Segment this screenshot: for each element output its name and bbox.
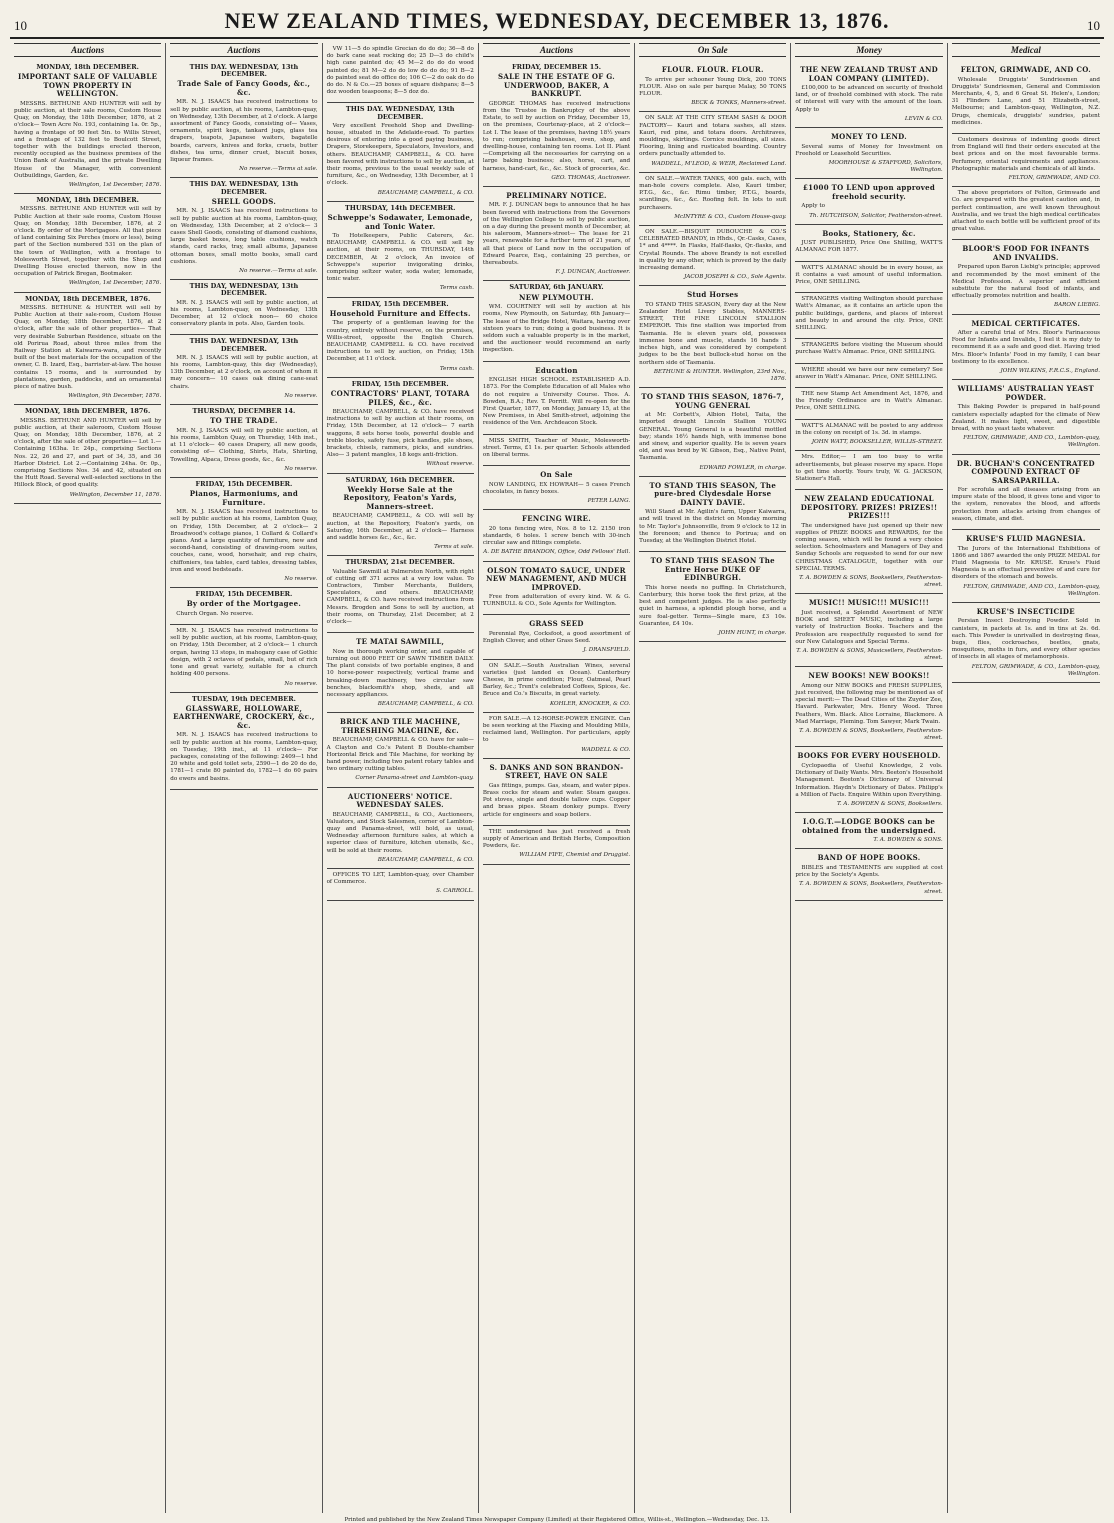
ad-signature: Without reserve. [426, 461, 474, 468]
ad-date: THURSDAY, 14th DECEMBER. [344, 203, 456, 212]
ad-body: £100,000 to be advanced on security of freehold land, or of freehold combined with stock. The rate of interest will vary with the amount of the loan. Apply to [795, 85, 943, 113]
ad-signature: T. A. BOWDEN & SONS, Booksellers, Featherston-street. [799, 728, 943, 742]
advertisement [639, 388, 786, 477]
advertisement [795, 225, 942, 262]
ad-signature: BARON LIEBIG. [1054, 302, 1100, 309]
ad-headline: PRELIMINARY NOTICE. [506, 190, 607, 200]
column-heading: Money [795, 43, 942, 57]
ad-headline: TE MATAI SAWMILL, [356, 637, 445, 647]
ad-signature: T. A. BOWDEN & SONS. [873, 837, 943, 844]
advertisement [170, 405, 317, 478]
ad-date: FRIDAY, 15th DECEMBER. [351, 299, 449, 308]
columns-grid [10, 43, 1104, 1513]
ad-body: BEAUCHAMP, CAMPBELL & CO. have for sale— A Clayton and Co.'s Patent B Double-chamber Horizontal Brick and Tile Machine, for working by hand power, including two patent rotary tables and two ordinary cutting tables. [326, 737, 474, 773]
advertisement [795, 388, 942, 420]
ad-date: MONDAY, 18th DECEMBER, 1876. [25, 407, 151, 416]
advertisement [795, 61, 942, 128]
ad-headline: S. DANKS AND SON BRANDON-STREET, HAVE ON SALE [489, 762, 624, 781]
ad-date: SATURDAY, 16th DECEMBER. [345, 475, 455, 484]
advertisement [639, 173, 786, 226]
ad-signature: WADDELL & CO. [581, 746, 631, 753]
ad-body: THE new Stamp Act Amendment Act, 1876, and the Friendly Ordinance are in Watt's Almanac. Price, ONE SHILLING. [795, 391, 943, 412]
advertisement [639, 112, 786, 172]
ad-signature: JOHN HUNT, in charge. [718, 629, 787, 636]
ad-body: THE undersigned has just received a fresh supply of American and British Herbs, Composition Powders, &c. [482, 828, 631, 850]
ad-headline: MONEY TO LEND. [831, 132, 907, 142]
ad-body: ON SALE AT THE CITY STEAM SASH & DOOR FACTORY— Kauri and totara sashes, all sizes. Kauri, red pine, and totara doors. Architraves, mouldings, skirtings. Cornice mouldings, all sizes. Flooring, lining and rusticated boarding. Country orders punctually attended to. [639, 115, 787, 158]
advertisement [795, 420, 942, 452]
advertisement [170, 61, 317, 178]
ad-body: GEORGE THOMAS has received instructions from the Trustee in Bankruptcy of the above Estate, to sell by auction on Friday, December 15, on the premises, Courtenay-place, at 2 o'clock— Lot I. The lease of the premises, having 18½ years to run; comprising bakehouse, oven, shop, and dwelling-house, containing ten rooms. Lot II. Plant—Comprising all the necessaries for carrying on a large baking business; also, horse, cart, and harness, hand-cart, &c., &c. Stock of groceries, &c. [482, 100, 631, 172]
ad-signature: JACOB JOSEPH & CO., Sole Agents. [684, 274, 787, 281]
ad-body: MR. N. J. ISAACS has received instructions to sell by public auction at his rooms, Lambton-quay, on Wednesday, 13th December, at 2 o'clock— 3 cases Shell Goods, consisting of diamond cushions, large basket boxes, long table cushions, watch stands, card racks, tray, small albums, Japanese ottoman boxes, small motto books, small card cushions. [170, 208, 318, 265]
advertisement [952, 240, 1100, 314]
ad-body: MR. N. J. ISAACS will sell by public auction, at his rooms, Lambton-quay, this day (Wednesday), 13th December, at 2 o'clock, on account of whom it may concern— 10 cases oak dining cane-seat chairs. [170, 354, 318, 390]
ad-headline: BRICK AND TILE MACHINE, THRESHING MACHINE, &c. [340, 717, 461, 735]
ad-headline: On Sale [540, 470, 573, 480]
advertisement [483, 281, 630, 361]
ad-date: FRIDAY, 15th DECEMBER. [351, 379, 449, 388]
ad-body: Perennial Rye, Cocksfoot, a good assortment of English Clover, and other Grass Seed. [482, 630, 631, 645]
ad-signature: GEO. THOMAS, Auctioneer. [551, 174, 631, 181]
ad-date: MONDAY, 18th DECEMBER. [36, 63, 139, 71]
advertisement [170, 478, 317, 588]
ad-signature: LEVIN & CO. [904, 115, 943, 122]
advertisement [14, 61, 161, 194]
column-5 [635, 43, 791, 1513]
ad-signature: WADDELL, M'LEOD, & WEIR, Reclaimed Land. [651, 160, 787, 167]
ad-headline: OLSON TOMATO SAUCE, UNDER NEW MANAGEMENT, AND MUCH IMPROVED. [486, 565, 627, 592]
ad-headline: BOOKS FOR EVERY HOUSEHOLD. [797, 751, 941, 761]
ad-body: BEAUCHAMP, CAMPBELL, & CO. will sell by auction, at the Repository, Featon's yards, on Saturday, 16th December, at 2 o'clock— Harness and saddle horses &c., &c., &c. [326, 513, 474, 541]
ad-body: MR. N. J. ISAACS has received instructions to sell by public auction, at his rooms, Lambton-quay, on Wednesday, 13th December, at 2 o'clock. A large assortment of Fancy Goods, consisting of— Vases, ornaments, spirit kegs, tankard jugs, glass tea drapers, teapots, Japanese waiters, bagatelle boards, carvers, knives and forks, cruets, butter dishes, tea urns, dinner cruet, biscuit boxes, liqueur frames. [170, 99, 318, 164]
column-4 [479, 43, 635, 1513]
advertisement [795, 849, 942, 900]
advertisement [14, 293, 161, 406]
ad-headline: NEW ZEALAND EDUCATIONAL DEPOSITORY. PRIZES! PRIZES!! PRIZES!!! [800, 494, 938, 521]
ad-body: Several sums of Money for Investment on Freehold or Leasehold Securities. [795, 143, 943, 157]
advertisement [327, 474, 474, 557]
ad-body: ON SALE.—South Australian Wines, several varieties (just landed ex Ocean). Canterbury Cheese, in prime condition; Flour, Oatmeal, Pearl Barley, &c.; Trent's celebrated Coffees, Spices, &c. Bruce and Co.'s Biscuits, in great variety. [482, 662, 631, 698]
column-heading: Auctions [483, 43, 630, 57]
ad-body: Prepared upon Baron Liebig's principle; approved and recommended by the most eminent of the Medical Profession. A superior and efficient substitute for the natural food of infants, and effectually promotes nutrition and health. [951, 264, 1100, 300]
ad-body: WATT'S ALMANAC should be in every house, as it contains a vast amount of useful information. Price, ONE SHILLING. [795, 264, 943, 286]
ad-headline: I.O.G.T.—LODGE BOOKS can be obtained from the undersigned. [802, 817, 936, 835]
advertisement [483, 713, 630, 759]
ad-body: This Baking Powder is prepared in half-pound canisters especially adapted for the climate of New Zealand. It makes light, sweet, and digestible bread, with no yeast taste whatever. [951, 404, 1100, 432]
advertisement [483, 759, 630, 826]
ad-headline: SALE IN THE ESTATE OF G. UNDERWOOD, BAKER, A BANKRUPT. [497, 72, 615, 99]
ad-headline: BAND OF HOPE BOOKS. [817, 853, 921, 863]
advertisement [795, 490, 942, 594]
ad-date: TUESDAY, 19th DECEMBER. [191, 694, 296, 703]
ad-body: For scrofula and all diseases arising from an impure state of the blood, it gives tone and vigor to the system, renovates the blood, and affords protection from attacks arising from changes of season, climate, and diet. [951, 487, 1100, 522]
ad-signature: T. A. BOWDEN & SONS, Booksellers. [836, 801, 943, 807]
advertisement [795, 128, 942, 179]
advertisement [639, 552, 786, 642]
ad-signature: J. DRANSFIELD. [583, 647, 631, 654]
ad-headline: BLOOR'S FOOD FOR INFANTS AND INVALIDS. [962, 244, 1090, 262]
advertisement [170, 588, 317, 625]
ad-body: STRANGERS visiting Wellington should purchase Watt's Almanac, as it contains an article upon the public buildings, gardens, and places of interest and beauty in and around the city. Price, ONE SHILLING. [795, 296, 943, 332]
ad-signature: FELTON, GRIMWADE, AND CO. [1008, 174, 1100, 181]
advertisement [483, 510, 630, 561]
imprint-footer: Printed and published by the New Zealand Times Newspaper Company (Limited) at their Registered Office, Willis-st., Wellington.—Wednesday, Dec. 13. [344, 1517, 770, 1523]
advertisement [327, 713, 474, 787]
ad-headline: NEW PLYMOUTH. [519, 292, 594, 302]
ad-headline: By order of the Mortgagee. [186, 599, 302, 609]
ad-body: Gas fittings, pumps. Gas, steam, and water pipes. Brass cocks for steam and water. Steam gauges. Pot stoves, single and double tallow cups. Copper and brass pipes. Steam donkey pumps. Every article for engineers and soap boilers. [482, 782, 631, 818]
ad-signature: Terms cash. [439, 365, 474, 372]
ad-body: This horse needs no puffing. In Christchurch, Canterbury, this horse took the first prize, at the best and competent judges. He is also perfectly quiet in harness, a splendid plough horse, and a sure foal-getter. Terms—Single mare, £3 10s. Guarantee, £4 10s. [639, 584, 787, 627]
ad-body: MR. N. J. ISAACS has received instructions to sell by public auction at his rooms, Lambton Quay, on Friday, 15th December, at 2 o'clock— 2 Broadwood's cottage pianos, 1 Collard & Collard's piano. And a large quantity of furniture, new and second-hand, consisting of drawing-room suites, couches, cane, wood, horsehair, and rep chairs, chiffoniers, tea tables, card tables, dressing tables, iron and wood bedsteads. [170, 509, 318, 573]
advertisement [795, 594, 942, 667]
masthead [10, 0, 1104, 39]
column-3 [323, 43, 479, 1513]
ad-body: MR. N. J. ISAACS will sell by public auction, at his rooms, Lambton Quay, on Thursday, 14th inst., at 11 o'clock— 40 cases Drapery, all new goods, consisting of— Clothing, Shirts, Hats, Shirting, Towelling, Alpaca, Dress goods, &c., &c. [170, 427, 318, 463]
ad-signature: Terms at sale. [434, 544, 474, 551]
advertisement [639, 226, 786, 286]
ad-headline: GRASS SEED [529, 619, 584, 629]
advertisement [327, 869, 474, 901]
advertisement [327, 43, 474, 103]
ad-body: Will Stand at Mr. Agilin's farm, Upper Kaiwarra, and will travel in the district on Monday morning to Mr. Taylor's Johnsonville, from 9 o'clock to 12 in the forenoon; and thence to Porirua; and on Tuesday, at the Wellington District Hotel. [639, 509, 787, 545]
advertisement [327, 378, 474, 474]
ad-body: After a careful trial of Mrs. Bloor's Farinaceous Food for Infants and Invalids, I feel it is my duty to recommend it as a safe and good diet. Having tried Mrs. Bloor's Infants' Food in my family, I can bear testimony to its excellence. [951, 330, 1100, 365]
ad-headline: Weekly Horse Sale at the Repository, Featon's Yards, Manners-street. [343, 484, 457, 511]
ad-date: MONDAY, 18th DECEMBER. [36, 196, 139, 205]
ad-signature: T. A. BOWDEN & SONS, Booksellers, Featherston-street. [799, 575, 943, 589]
newspaper-title: NEW ZEALAND TIMES, WEDNESDAY, DECEMBER 13, 1876. [224, 8, 890, 33]
ad-body: Cyclopaedia of Useful Knowledge, 2 vols. Dictionary of Daily Wants. Mrs. Beeton's Household Management. Beeton's Dictionary of Universal Information. Haydn's Dictionary of Dates. Philipp's a Million of Facts. Enquire Within upon Everything. [795, 762, 943, 798]
ad-headline: GLASSWARE, HOLLOWARE, EARTHENWARE, CROCKERY, &c., &c. [173, 703, 315, 730]
ad-headline: CONTRACTORS' PLANT, TOTARA PILES, &c., &c. [330, 389, 470, 407]
column-2 [166, 43, 322, 1513]
ad-body: MISS SMITH, Teacher of Music, Molesworth-street. Terms, £1 1s. per quarter. Schools attended on liberal terms. [482, 437, 631, 458]
ad-signature: No reserve. [284, 575, 318, 582]
ad-signature: No reserve. [284, 680, 318, 687]
ad-body: Customers desirous of indenting goods direct from England will find their orders executed at the best prices and on the most favourable terms. Perfumery, oriental requirements and appliances. Photographic materials and chemicals of all kinds. [951, 136, 1100, 172]
page-number-left: 10 [14, 18, 27, 33]
ad-headline: WILLIAMS' AUSTRALIAN YEAST POWDER. [957, 384, 1095, 402]
ad-headline: FENCING WIRE. [521, 514, 591, 524]
advertisement [14, 405, 161, 503]
advertisement [327, 298, 474, 378]
ad-headline: TO STAND THIS SEASON, 1876-7, YOUNG GENERAL [641, 392, 785, 410]
advertisement [170, 693, 317, 790]
advertisement [483, 466, 630, 510]
ad-date: THIS DAY. WEDNESDAY, 13th DECEMBER. [189, 63, 299, 79]
ad-body: To Hotelkeepers, Public Caterers, &c. BEAUCHAMP, CAMPBELL & CO. will sell by auction, at their rooms, on THURSDAY, 14th DECEMBER, At 2 o'clock, An invoice of Schweppe's superior invigorating drinks, comprising seltzer water, soda water, lemonade, tonic water. [326, 233, 474, 283]
column-heading: Auctions [14, 43, 161, 57]
advertisement [170, 280, 317, 335]
ad-signature: A. DE BATHE BRANDON, Office, Odd Fellows' Hall. [483, 549, 631, 556]
ad-body: Apply to [801, 203, 825, 210]
ad-body: 20 tons fencing wire, Nos. 8 to 12. 2150 iron standards, 6 holes. 1 screw bench with 30-inch circular saw and fittings complete. [482, 525, 631, 547]
advertisement [795, 179, 942, 224]
advertisement [795, 451, 942, 490]
ad-headline: DR. BUCHAN'S CONCENTRATED COMPOUND EXTRACT OF SARSAPARILLA. [956, 458, 1095, 485]
column-7 [948, 43, 1104, 1513]
ad-date: THURSDAY, 21st DECEMBER. [345, 558, 455, 567]
ad-signature: FELTON, GRIMWADE, AND CO., Lambton-quay, Wellington. [963, 435, 1100, 449]
ad-body: MR. N. J. ISAACS has received instructions to sell by public auction at his rooms, Lambton-quay, on Tuesday, 19th inst., at 11 o'clock— For packages, consisting of the following: 2409—1 hhd 20 white and gold toilet sets, 2590—1 do 20 do do, 1781—1 crate 80 painted do, 1782—1 do 60 pairs do ewers and basins. [170, 732, 318, 782]
advertisement [952, 61, 1100, 134]
ad-headline: KRUSE'S FLUID MAGNESIA. [966, 534, 1086, 544]
advertisement [795, 293, 942, 339]
advertisement [952, 134, 1100, 187]
ad-signature: BEAUCHAMP, CAMPBELL, & CO. [377, 701, 474, 708]
advertisement [170, 335, 317, 405]
advertisement [795, 747, 942, 813]
ad-body: ENGLISH HIGH SCHOOL. ESTABLISHED A.D. 1873. For the Complete Education of all Males who do not require a University Course. Thos. A. Bowden, B.A.; Rev. T. Porritt. Will re-open for the First Quarter, 1877, on Monday, January 15, at the New Premises, in Abel Smith-street, adjoining the residence of the Ven. Archdeacon Stock. [482, 377, 631, 427]
ad-date: THIS DAY, WEDNESDAY, 13th DECEMBER. [189, 282, 299, 298]
ad-headline: Pianos, Harmoniums, and Furniture. [189, 489, 299, 507]
ad-body: at Mr. Corbett's, Albion Hotel, Taita, the imported draught Lincoln Stallion YOUNG GENERAL. Young General is a beautiful mottled bay; stands 16½ hands high, with immense bone and sinew, and superior quality. He is seven years old, and was bred by W. Gibson, Esq., Native Point, Tasmania. [639, 412, 787, 462]
ad-signature: Wellington, 1st December, 1876. [68, 181, 162, 188]
ad-body: TO STAND THIS SEASON, Every day at the New Zealander Hotel Livery Stables, MANNERS-STREET, THE FINE LINCOLN STALLION EMPEROR. This fine stallion was imported from Tasmania. He is eleven years old, possesses immense bone and muscle, stands 16 hands 3 inches high, and was considered by competent judges to be the best bullock-stud horse on the northern side of Tasmania. [639, 301, 787, 366]
ad-body: Free from adulteration of every kind. W. & G. TURNBULL & CO., Sole Agents for Wellington. [482, 594, 631, 608]
ad-headline: Household Furniture and Effects. [329, 308, 471, 318]
ad-signature: Terms cash. [439, 285, 474, 292]
advertisement [483, 826, 630, 865]
advertisement [639, 61, 786, 112]
ad-date: THIS DAY. WEDNESDAY, 13th DECEMBER. [345, 105, 455, 121]
ad-date: THIS DAY. WEDNESDAY, 13th DECEMBER. [189, 337, 299, 353]
ad-signature: T. A. BOWDEN & SONS, Musicsellers, Featherston-street. [796, 647, 943, 662]
ad-signature: FELTON, GRIMWADE, AND CO., Lambton-quay, Wellington. [963, 583, 1100, 597]
ad-signature: T. A. BOWDEN & SONS, Booksellers, Featherston-street. [799, 881, 943, 895]
ad-date: THIS DAY. WEDNESDAY, 13th DECEMBER. [189, 180, 299, 196]
advertisement [795, 813, 942, 849]
ad-date: FRIDAY, DECEMBER 15. [511, 63, 602, 71]
ad-headline: Schweppe's Sodawater, Lemonade, and Tonic Water. [327, 213, 473, 231]
ad-headline: AUCTIONEERS' NOTICE. WEDNESDAY SALES. [347, 791, 453, 810]
ad-date: FRIDAY, 15th DECEMBER. [195, 479, 293, 488]
advertisement [952, 380, 1100, 454]
ad-body: Very excellent Freehold Shop and Dwelling-house, situated in the Adelaide-road. To parties desirous of entering into a good paying business, Drapers, Storekeepers, Speculators, Investors, and others. BEAUCHAMP, CAMPBELL, & CO. have been favored with instructions to sell by auction, at their rooms, previous to the usual weekly sale of furniture, &c., on Wednesday, 13th December, at 1 o'clock. [326, 122, 474, 187]
ad-signature: No reserve.—Terms at sale. [239, 267, 318, 274]
advertisement [952, 315, 1100, 381]
ad-signature: JOHN WILKINS, F.R.C.S., England. [1000, 368, 1100, 375]
ad-body: WM. COURTNEY will sell by auction at his rooms, New Plymouth, on Saturday, 6th January— The lease of the Bridge Hotel, Waitara, having over sixteen years to run; doing a good business. It is seldom such a valuable property is in the market, and the auctioneer would recommend an early inspection. [482, 304, 631, 354]
ad-body: MESSRS. BETHUNE AND HUNTER will sell by Public Auction at their sale rooms, Custom House Quay, on Monday, 18th December, 1876, at 2 o'clock. By order of the Mortgagees. All that piece of land containing Six Perches (more or less), being part of the Section numbered 531 on the plan of the town of Wellington, with a frontage to Molesworth Street, together with the Shop and Dwelling House erected thereon, now in the occupation of Patrick Bregan, Bootmaker. [14, 206, 162, 278]
ad-signature: EDWARD FOWLER, in charge. [699, 464, 787, 471]
advertisement [327, 788, 474, 869]
ad-body: OFFICES TO LET, Lambton-quay, over Chamber of Commerce. [326, 871, 474, 886]
ad-body: NOW LANDING, EX HOWRAH— 5 cases French chocolates, in fancy boxes. [482, 481, 631, 495]
advertisement [327, 633, 474, 713]
advertisement [327, 556, 474, 633]
ad-body: MESSRS. BETHUNE AND HUNTER will sell by public auction, at their sale rooms, Custom House Quay, on Monday, the 18th December, 1876, at 2 o'clock— Town Acre No. 193, containing 1a. 0r. 5p., having a frontage of 90 feet 5in. to Willis Street, and a frontage of 132 feet to Boulcott Street, together with the buildings erected thereon, recently occupied as the business premises of the Union Bank of Australia, and the private Dwelling House of the Manager, with convenient Outbuildings, Garden, &c. [14, 100, 162, 179]
ad-signature: FELTON, GRIMWADE, & CO., Lambton-quay, Wellington. [971, 663, 1100, 677]
ad-headline: MUSIC!! MUSIC!!! MUSIC!!! [808, 598, 930, 608]
advertisement [327, 202, 474, 298]
column-heading: Auctions [170, 43, 317, 57]
ad-body: The Jurors of the International Exhibitions of 1866 and 1867 awarded the only PRIZE MEDAL for Fluid Magnesia to Mr. KRUSE. Kruse's Fluid Magnesia is an effectual preventive of and cure for disorders of the stomach and bowels. [951, 545, 1100, 581]
advertisement [327, 103, 474, 201]
ad-signature: F. J. DUNCAN, Auctioneer. [555, 269, 631, 276]
column-heading: On Sale [639, 43, 786, 57]
advertisement [795, 364, 942, 388]
ad-headline: MEDICAL CERTIFICATES. [971, 318, 1081, 328]
ad-signature: No reserve. [284, 465, 318, 472]
ad-headline: Books, Stationery, &c. [822, 228, 916, 238]
ad-signature: JOHN WATT, BOOKSELLER, WILLIS-STREET. [811, 439, 943, 446]
ad-headline: NEW BOOKS! NEW BOOKS!! [808, 671, 930, 681]
advertisement [795, 262, 942, 294]
ad-body: The above proprietors of Felton, Grimwade and Co. are prepared with the greatest caution and, in perfect continuation, are well known throughout Australia, and we trust the high medical certificates attached to each bottle will be sufficient proof of its great value. [951, 190, 1100, 233]
ad-signature: BEAUCHAMP, CAMPBELL, & CO. [377, 189, 474, 196]
advertisement [952, 187, 1100, 240]
ad-signature: No reserve.—Terms at sale. [239, 166, 318, 173]
ad-signature: No reserve. [284, 392, 318, 399]
ad-body: BIBLES and TESTAMENTS are supplied at cost price by the Society's Agents. [795, 864, 943, 879]
ad-body: Mrs. Editor,— I am too busy to write advertisements, but please reserve my space. Hope to get time shortly. Yours truly, W. G. JACKSON, Stationer's Hall. [795, 454, 943, 482]
ad-body: STRANGERS before visiting the Museum should purchase Watt's Almanac. Price, ONE SHILLING. [795, 342, 943, 356]
ad-body: Valuable Sawmill at Palmerston North, with right of cutting off 371 acres at a very low value. To Contractors, Timber Merchants, Builders, Speculators, and others. BEAUCHAMP, CAMPBELL, & CO. have received instructions from Messrs. Brogden and Sons to sell by auction, at their rooms, on Thursday, 21st December, at 2 o'clock— [326, 568, 474, 625]
ad-body: Among our NEW BOOKS and FRESH SUPPLIES, just received, the following may be mentioned as of special merit:— The Dead Cities of the Zuyder Zee, Havard. Parkwater, Mrs. Henry Wood. Three Feathers, Wm. Black. Alice Lorraine, Blackmore. A Mad Marriage, Fleming. Tom Sawyer, Mark Twain. [795, 682, 943, 725]
ad-headline: Education [535, 365, 578, 375]
ad-headline: FELTON, GRIMWADE, AND CO. [960, 65, 1091, 74]
advertisement [483, 615, 630, 659]
ad-body: Persian Insect Destroying Powder. Sold in canisters, in packets at 1s. and in tins at 2s. 6d. each. This Powder is unrivalled in destroying fleas, bugs, flies, cockroaches, beetles, gnats, mosquitoes, moths in furs, and every other species of insects in all stages of metamorphosis. [951, 618, 1100, 661]
ad-body: MESSRS. BETHUNE AND HUNTER will sell by public auction, at their saleroom, Custom House Quay, on Monday, 18th December, 1876, at 2 o'clock, after the sale of other properties— Lot 1.—Containing 163ha. 1r. 24p., comprising Sections Nos. 22, 26 and 27, and part of 34, 35, and 36 Harbor District. Lot 2.—Containing 24ha. 0r. 0p., comprising Sections Nos. 34 and 42, situated on the Hutt Road. Several well-selected sections in the Hillock Block, of good quality. [14, 417, 162, 489]
advertisement [483, 362, 630, 435]
advertisement [639, 286, 786, 388]
ad-signature: KOHLER, KNOCKER, & CO. [550, 700, 631, 707]
ad-body: JUST PUBLISHED, Price One Shilling, WATT'S ALMANAC FOR 1877. [795, 240, 943, 254]
ad-headline: Trade Sale of Fancy Goods, &c., &c. [177, 79, 311, 97]
advertisement [483, 660, 630, 713]
ad-headline: £1000 TO LEND upon approved freehold security. [803, 183, 936, 201]
ad-headline: TO STAND THIS SEASON, The pure-bred Clydesdale Horse DAINTY DAVIE. [649, 480, 777, 507]
page-number-right: 10 [1087, 18, 1100, 33]
advertisement [170, 625, 317, 693]
ad-headline: FLOUR. FLOUR. FLOUR. [661, 65, 764, 74]
ad-signature: BEAUCHAMP, CAMPBELL, & CO. [377, 856, 474, 863]
advertisement [14, 194, 161, 292]
ad-body: BEAUCHAMP, CAMPBELL, & CO. have received instructions to sell by auction at their rooms, on Friday, 15th December, at 12 o'clock— 7 earth waggons, 8 sets horse tools, powerful double and treble blocks, safety fuse, pick handles, pile shoes, brackets, chisels, rammers, picks, and sundries. Also— 3 patent mangles, 18 kegs anti-friction. [326, 409, 474, 459]
ad-signature: Wellington, 9th December, 1876. [68, 393, 162, 400]
ad-body: MR. F. J. DUNCAN begs to announce that he has been favored with instructions from the Governors of the Wellington College to sell by public auction, on a day during the present month of December, at his saleroom, Manners-street— The lease for 21 years, renewable for a further term of 21 years, of all that piece of Land now in the occupation of Edward Pearce, Esq., containing 25 perches, or thereabouts. [482, 202, 631, 267]
advertisement [952, 603, 1100, 683]
ad-body: ON SALE.—WATER TANKS, 400 gals. each, with man-hole covers complete. Also, Kauri timber, P.T.G., &c., &c. Rimu timber, P.T.G., boards, scantlings, &c., &c. Roofing felt. In lots to suit purchasers. [639, 175, 787, 211]
ad-body: WATT'S ALMANAC will be posted to any address in the colony on receipt of 1s. 3d. in stamps. [795, 422, 943, 436]
ad-signature: Th. HUTCHISON, Solicitor, Featherston-street. [809, 212, 943, 219]
advertisement [952, 530, 1100, 603]
ad-body: BEAUCHAMP, CAMPBELL, & CO., Auctioneers, Valuators, and Stock Salesmen, corner of Lambton-quay and Panama-street, will hold, as usual, Wednesday afternoon furniture sales, at which a superior class of furniture, kitchen utensils, &c., will be sold at their rooms. [326, 811, 474, 854]
ad-body: MR. N. J. ISAACS will sell by public auction, at his rooms, Lambton-quay, on Wednesday, 13th December, at 12 o'clock noon— 60 choice conservatory plants in pots. Also, Garden tools. [170, 299, 318, 328]
ad-date: MONDAY, 18th DECEMBER, 1876. [25, 294, 151, 303]
ad-body: ON SALE.—BISQUIT DUBOUCHE & CO.'S CELEBRATED BRANDY, in Hhds., Qr.-Casks, Cases, 1* and 4****. In Flasks, Half-flasks, Qr.-flasks, and Crystal Rounds. The above Brandy is not excelled in quality by any other, which is proved by the daily increasing demand. [639, 228, 787, 271]
ad-date: FRIDAY, 15th DECEMBER. [195, 590, 293, 599]
ad-signature: Wellington, 1st December, 1876. [68, 280, 162, 287]
ad-signature: S. CARROLL. [436, 888, 474, 895]
column-6 [791, 43, 947, 1513]
ad-body: Wholesale Druggists' Sundriesmen and Druggists' Sundriesmen, General and Commission Merchants, 4, 5, and 6 Great St. Helen's, London; 31 Flinders Lane, and 51 Elizabeth-street, Melbourne; and Lambton-quay, Wellington, N.Z. Drugs, chemicals, druggists' sundries, patent medicines. [951, 76, 1100, 126]
advertisement [483, 435, 630, 467]
ad-signature: Wellington, December 11, 1876. [69, 491, 162, 498]
ad-headline: KRUSE'S INSECTICIDE [976, 606, 1075, 616]
ad-body: Now in thorough working order, and capable of turning out 8000 FEET OF SAWN TIMBER DAILY. The plant consists of two portable engines, 8 and 10 horse-power respectively, vertical frame and breaking-down machinery, two circular saw benches, blacksmith's shop, sheds, and all necessary appliances. [326, 648, 474, 698]
ad-signature: McINTYRE & CO., Custom House-quay. [674, 213, 787, 220]
ad-body: MR. N. J. ISAACS has received instructions to sell by public auction, at his rooms, Lambton-quay, on Friday, 15th December, at 2 o'clock— 1 church organ, having 13 stops, in mahogany case of Gothic design, with 2 octaves of pedals, small, but of rich tone and great variety, suitable for a church holding 400 persons. [170, 628, 318, 678]
ad-signature: PETER LAING. [587, 498, 631, 505]
ad-signature: BETHUNE & HUNTER. Wellington, 23rd Nov., 1876. [653, 368, 787, 382]
advertisement [170, 178, 317, 280]
ad-body: WHERE should we have our new cemetery? See answer in Watt's Almanac. Price, ONE SHILLING. [795, 366, 943, 380]
ad-body: MESSRS. BETHUNE & HUNTER will sell by Public Auction at their sale-room, Custom House Quay, on Monday, 18th December, 1876, at 2 o'clock, after the sale of other properties— That very desirable Suburban Residence, situate on the old Porirua Road, about three miles from the Railway Station at Kaiwarra-wara, and recently built of the best materials for the occupation of the owner, C. B. Izard, Esq., barrister-at-law. The house contains 15 rooms, and is surrounded by plantations, garden, paddocks, and an ornamental piece of native bush. [14, 304, 162, 391]
ad-headline: THE NEW ZEALAND TRUST AND LOAN COMPANY (LIMITED). [800, 65, 939, 83]
ad-body: The undersigned have just opened up their new supplies of PRIZE BOOKS and REWARDS, for the coming season, which will be found a very choice selection. Schoolmasters and Managers of Day and Sunday Schools are requested to send for our new CHRISTMAS CATALOGUE, together with our SPECIAL TERMS. [795, 522, 943, 572]
ad-body: Church Organ. No reserve. [176, 610, 254, 617]
ad-signature: Corner Panama-street and Lambton-quay. [355, 775, 474, 782]
ad-signature: WILLIAM FIFE, Chemist and Druggist. [519, 852, 631, 859]
ad-body: VW 11—5 do spindle Grecian do do do; 36—8 do do bark cane seat rocking do; 25 D—3 do child's high cane painted do; 45 M—2 do do do wood painted do; 81 M—2 do do low do do do; 91 B—2 do painted seat do office do; 106 C—2 do oak do do do do. N & Co.—25 boxes of square dishpans; 8—5 doz wooden teaspoons; 8—5 doz do. [326, 46, 474, 96]
ad-headline: TO STAND THIS SEASON The Entire Horse DUKE OF EDINBURGH. [650, 556, 775, 583]
advertisement [639, 477, 786, 553]
ad-body: The property of a gentleman leaving for the country, entirely without reserve, on the premises, Willis-street, opposite the English Church. BEAUCHAMP, CAMPBELL & CO. have received instructions to sell by auction, on Friday, 15th December, at 11 o'clock. [326, 320, 474, 363]
ad-body: FOR SALE.—A 12-HORSE-POWER ENGINE. Can be seen working at the Flaxing and Moulding Mills, reclaimed land, Wellington. For particulars, apply to [482, 715, 631, 744]
ad-signature: BECK & TONKS, Manners-street. [691, 100, 787, 107]
ad-body: To arrive per schooner Young Dick, 200 TONS FLOUR. Also on sale per barque Malay, 50 TONS FLOUR. [639, 76, 787, 97]
ad-headline: IMPORTANT SALE OF VALUABLE TOWN PROPERTY IN WELLINGTON. [18, 72, 158, 99]
advertisement [483, 187, 630, 282]
advertisement [483, 562, 630, 616]
advertisement [952, 455, 1100, 531]
column-1 [10, 43, 166, 1513]
column-heading: Medical [952, 43, 1100, 57]
advertisement [483, 61, 630, 187]
advertisement [795, 339, 942, 363]
ad-date: THURSDAY, DECEMBER 14. [192, 407, 296, 416]
ad-body: Just received, a Splendid Assortment of NEW BOOK and SHEET MUSIC, including a large variety of Instruction Books. Teachers and the Profession are respectfully requested to send for our New Catalogues and Special Terms. [795, 609, 943, 645]
ad-signature: MOORHOUSE & STAFFORD, Solicitors, Wellington. [828, 159, 943, 174]
ad-headline: TO THE TRADE. [210, 416, 278, 426]
ad-headline: SHELL GOODS. [211, 196, 277, 206]
ad-date: SATURDAY, 6th JANUARY. [509, 283, 604, 292]
advertisement [795, 667, 942, 747]
ad-headline: Stud Horses [687, 290, 739, 300]
